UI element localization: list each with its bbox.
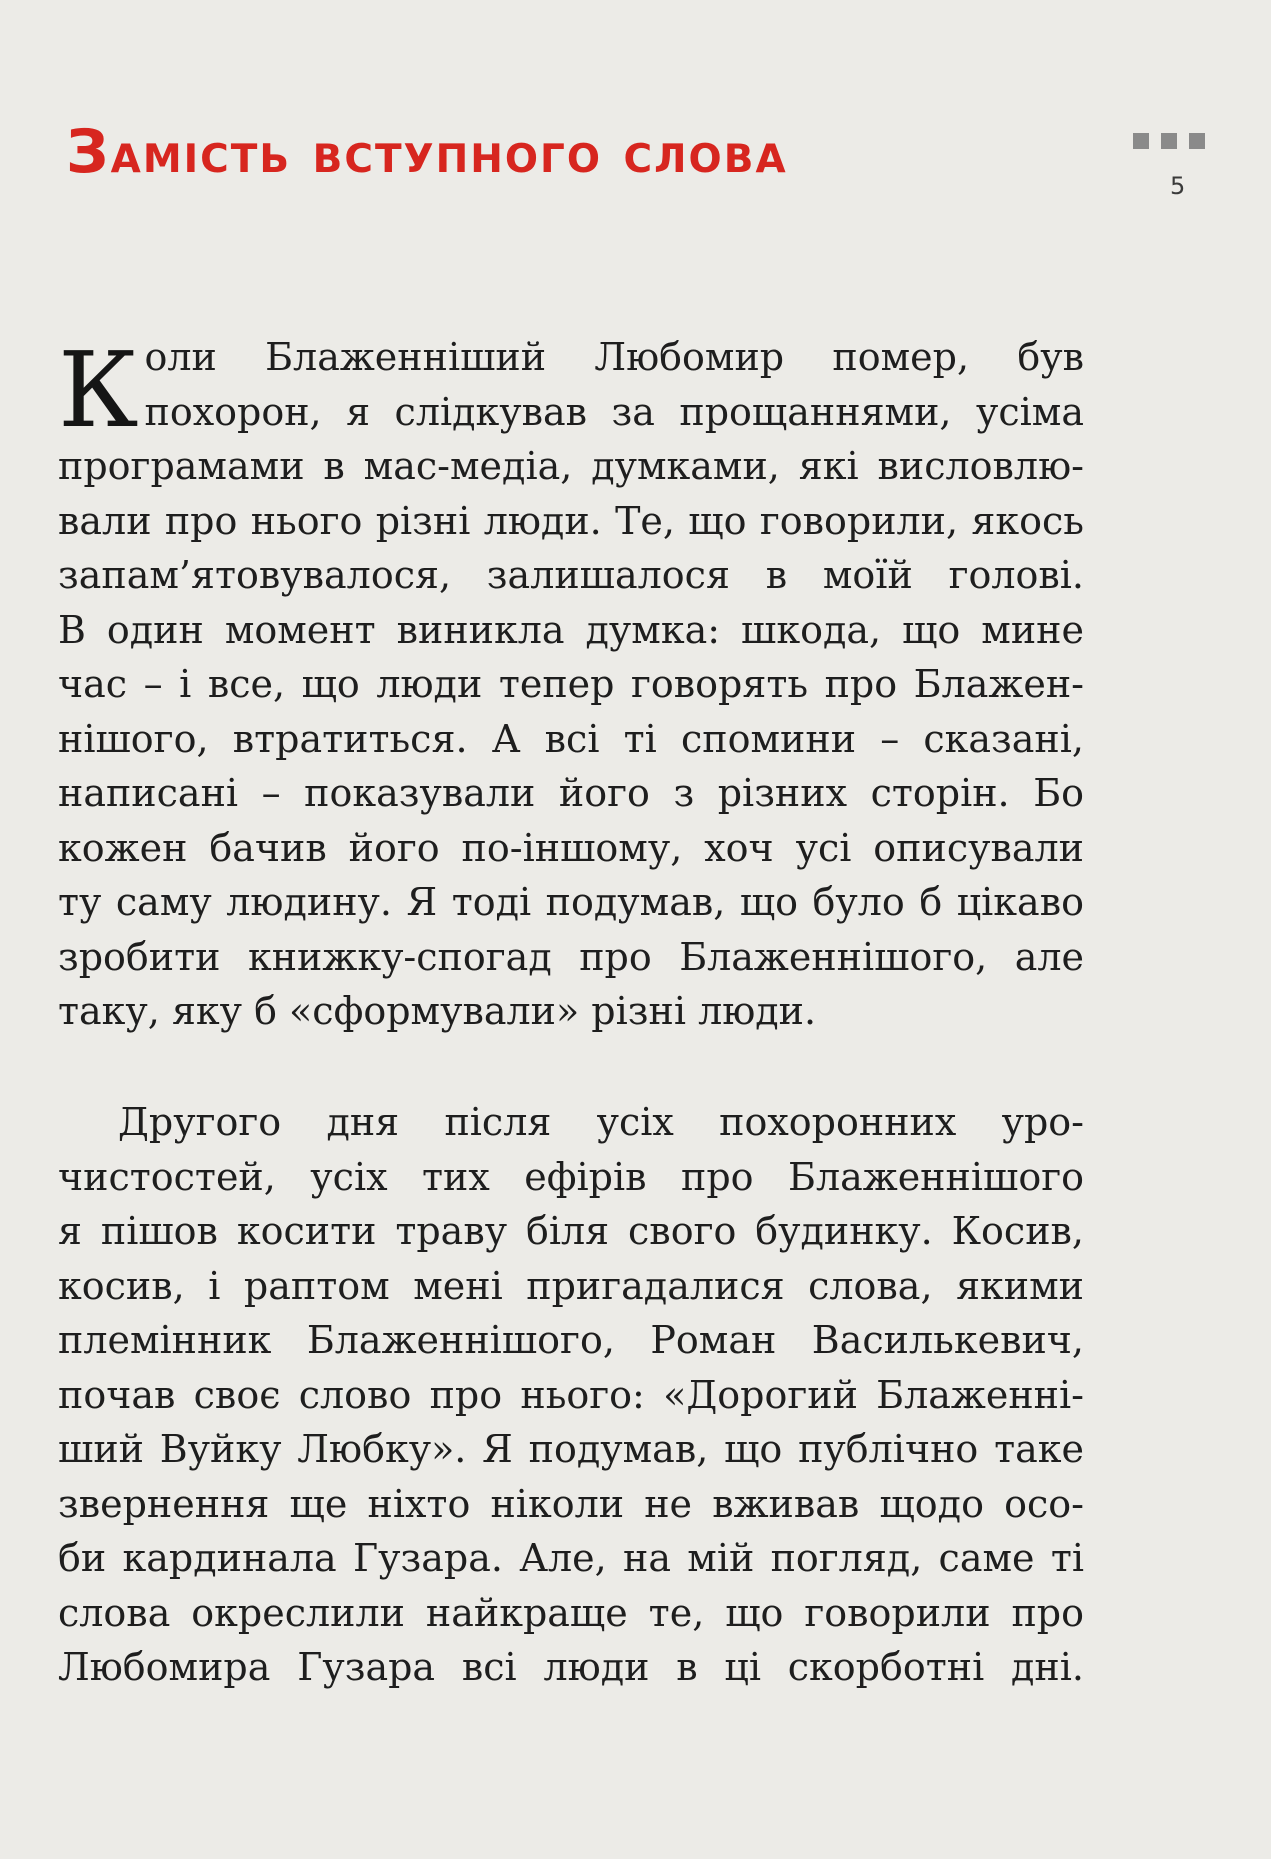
paragraph-line: чистостей, усіх тих ефірів про Блаженнішого xyxy=(58,1154,1084,1199)
paragraph-line: нішого, втратиться. А всі ті спомини – сказані, xyxy=(58,716,1084,761)
paragraph-1 xyxy=(58,330,1084,1039)
paragraph-line: Другого дня після усіх похоронних уро- xyxy=(118,1100,1084,1144)
paragraph-line: кожен бачив його по-іншому, хоч усі описували xyxy=(58,825,1084,870)
paragraph-2 xyxy=(58,1095,1084,1695)
paragraph-line: програмами в мас-медіа, думками, які висловлю- xyxy=(58,444,1084,488)
paragraph-line: написані – показували його з різних сторін. Бо xyxy=(58,771,1084,815)
paragraph-line: час – і все, що люди тепер говорять про Блажен- xyxy=(58,662,1084,706)
chapter-title-rest: амість вступного слова xyxy=(110,121,788,186)
paragraph-line: я пішов косити траву біля свого будинку. Косив, xyxy=(58,1209,1084,1253)
paragraph-line: зробити книжку-спогад про Блаженнішого, але xyxy=(58,934,1084,979)
drop-cap: К xyxy=(58,329,139,451)
paragraph-line: Любомира Гузара всі люди в ці скорботні дні. xyxy=(58,1645,1084,1689)
chapter-title xyxy=(66,117,788,187)
paragraph-line: похорон, я слідкував за прощаннями, усіма xyxy=(144,389,1084,434)
marker-square-icon xyxy=(1161,133,1177,149)
paragraph-line: звернення ще ніхто ніколи не вживав щодо осо- xyxy=(58,1481,1084,1526)
paragraph-line: ший Вуйку Любку». Я подумав, що публічно таке xyxy=(58,1427,1084,1471)
page-marker-squares xyxy=(1133,133,1205,149)
paragraph-line: почав своє слово про нього: «Дорогий Блаженні- xyxy=(58,1372,1084,1417)
paragraph-line: косив, і раптом мені пригадалися слова, якими xyxy=(58,1263,1084,1308)
paragraph-line: ту саму людину. Я тоді подумав, що було б цікаво xyxy=(58,880,1084,924)
paragraph-line: таку, яку б «сформували» різні люди. xyxy=(58,989,817,1033)
paragraph-line: вали про нього різні люди. Те, що говорили, якось xyxy=(58,498,1084,543)
paragraph-line: слова окреслили найкраще те, що говорили про xyxy=(58,1590,1084,1635)
chapter-title-first-letter: З xyxy=(66,117,111,187)
paragraph-line: би кардинала Гузара. Але, на мій погляд, саме ті xyxy=(58,1536,1084,1580)
marker-square-icon xyxy=(1133,133,1149,149)
paragraph-line: оли Блаженніший Любомир помер, був xyxy=(144,335,1084,379)
paragraph-line: запам’ятовувалося, залишалося в моїй голові. xyxy=(58,553,1084,597)
marker-square-icon xyxy=(1189,133,1205,149)
paragraph-line: В один момент виникла думка: шкода, що мине xyxy=(58,607,1084,652)
paragraph-line: племінник Блаженнішого, Роман Василькевич, xyxy=(58,1318,1084,1362)
page-number: 5 xyxy=(1170,172,1186,200)
